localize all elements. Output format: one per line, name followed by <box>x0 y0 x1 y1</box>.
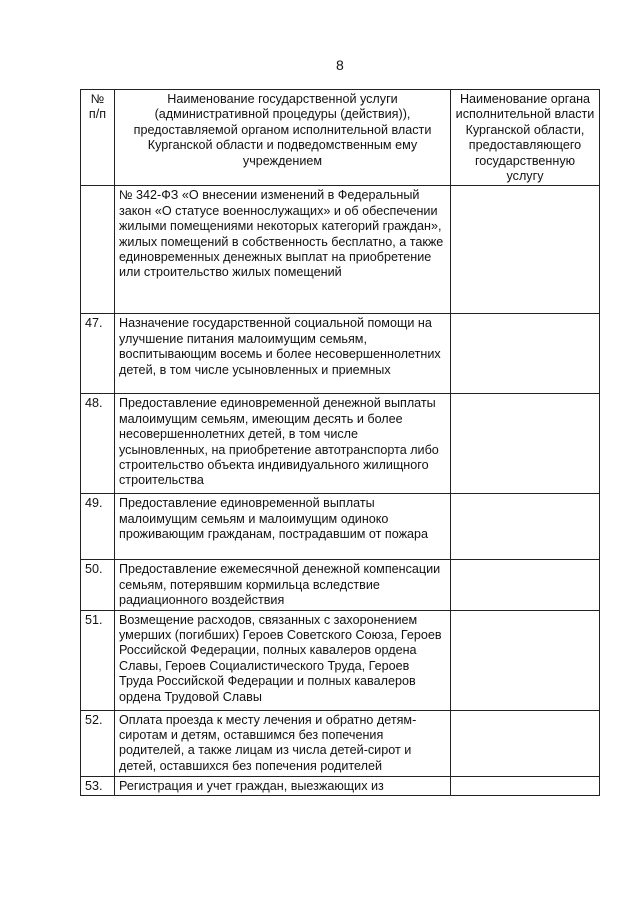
row-number: 49. <box>81 494 115 560</box>
row-authority-name <box>451 560 600 610</box>
table-row <box>81 560 600 610</box>
table-header-row <box>81 90 600 186</box>
row-service-name: Оплата проезда к месту лечения и обратно детям-сиротам и детям, оставшимся без попечения родителей, а также лицам из числа детей-сирот и детей, оставшихся без попечения родителей <box>115 710 451 776</box>
row-service-name: Предоставление ежемесячной денежной компенсации семьям, потерявшим кормильца вследствие радиационного воздействия <box>115 560 451 610</box>
row-authority-name <box>451 776 600 795</box>
row-authority-name <box>451 494 600 560</box>
row-number: 50. <box>81 560 115 610</box>
row-number: 53. <box>81 776 115 795</box>
row-service-name: Предоставление единовременной денежной выплаты малоимущим семьям, имеющим десять и более несовершеннолетних детей, в том числе усыновленных, на приобретение автотранспорта либо строительство объекта индивидуального жилищного строительства <box>115 394 451 494</box>
page-number: 8 <box>336 57 344 73</box>
row-authority-name <box>451 710 600 776</box>
row-authority-name <box>451 186 600 314</box>
header-authority-name: Наименование органа исполнительной власти Курганской области, предоставляющего государственную услугу <box>451 90 600 186</box>
table-row <box>81 394 600 494</box>
row-number: 51. <box>81 610 115 710</box>
row-service-name: № 342-ФЗ «О внесении изменений в Федеральный закон «О статусе военнослужащих» и об обеспечении жилыми помещениями некоторых категорий граждан», жилых помещений в собственность бесплатно, а также единовременных денежных выплат на приобретение или строительство жилых помещений <box>115 186 451 314</box>
row-authority-name <box>451 394 600 494</box>
table-row <box>81 186 600 314</box>
header-number: № п/п <box>81 90 115 186</box>
row-service-name: Регистрация и учет граждан, выезжающих из <box>115 776 451 795</box>
row-service-name: Назначение государственной социальной помощи на улучшение питания малоимущим семьям, воспитывающим восемь и более несовершеннолетних детей, в том числе усыновленных и приемных <box>115 314 451 394</box>
table-row <box>81 610 600 710</box>
row-number: 48. <box>81 394 115 494</box>
row-service-name: Возмещение расходов, связанных с захоронением умерших (погибших) Героев Советского Союза, Героев Российской Федерации, полных кавалеров ордена Славы, Героев Социалистического Труда, Героев Труда Российской Федерации и полных кавалеров ордена Трудовой Славы <box>115 610 451 710</box>
table-row <box>81 314 600 394</box>
header-service-name: Наименование государственной услуги (административной процедуры (действия)), предоставляемой органом исполнительной власти Курганской области и подведомственным ему учреждением <box>115 90 451 186</box>
table-row <box>81 494 600 560</box>
row-authority-name <box>451 610 600 710</box>
table-row <box>81 776 600 795</box>
row-service-name: Предоставление единовременной выплаты малоимущим семьям и малоимущим одиноко проживающим гражданам, пострадавшим от пожара <box>115 494 451 560</box>
row-authority-name <box>451 314 600 394</box>
row-number: 52. <box>81 710 115 776</box>
table-row <box>81 710 600 776</box>
services-table <box>80 89 600 796</box>
row-number: 47. <box>81 314 115 394</box>
row-number <box>81 186 115 314</box>
